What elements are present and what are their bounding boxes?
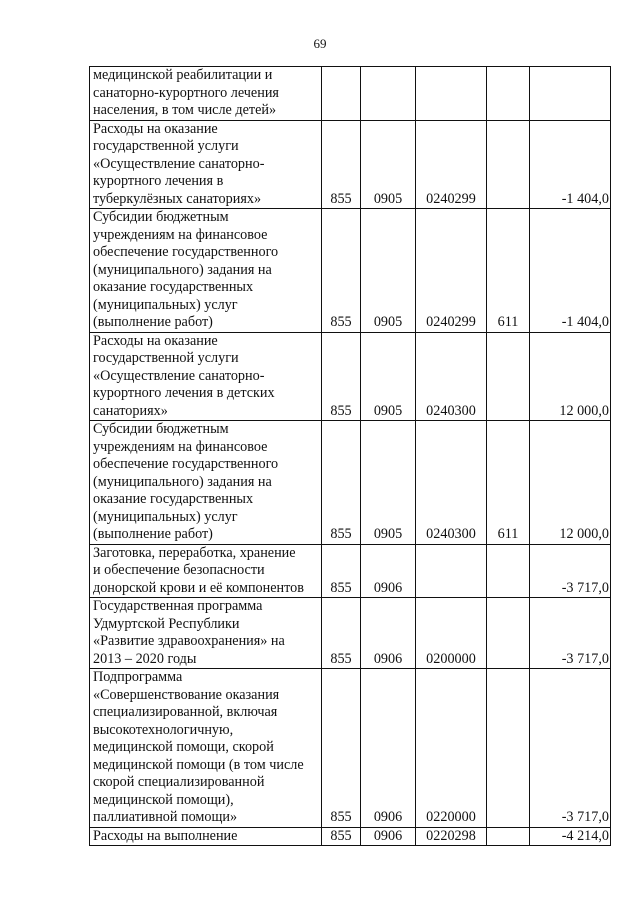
expense-type-code — [487, 544, 530, 598]
target-item-code: 0240299 — [416, 120, 487, 209]
section-code: 0906 — [361, 598, 416, 669]
expense-type-code — [487, 827, 530, 846]
department-code — [322, 67, 361, 121]
table-row — [90, 669, 611, 828]
section-code: 0906 — [361, 827, 416, 846]
table-row — [90, 598, 611, 669]
row-name: Расходы на оказание государственной услуги «Осуществление санаторно- курортного лечения в детских санаториях» — [90, 332, 322, 421]
target-item-code: 0200000 — [416, 598, 487, 669]
expense-type-code: 611 — [487, 209, 530, 333]
section-code: 0905 — [361, 332, 416, 421]
section-code: 0906 — [361, 544, 416, 598]
section-code: 0906 — [361, 669, 416, 828]
department-code: 855 — [322, 827, 361, 846]
amount: -1 404,0 — [530, 209, 611, 333]
row-name: медицинской реабилитации и санаторно-курортного лечения населения, в том числе детей» — [90, 67, 322, 121]
row-name: Субсидии бюджетным учреждениям на финансовое обеспечение государственного (муниципального) задания на оказание государственных (муниципальных) услуг (выполнение работ) — [90, 209, 322, 333]
department-code: 855 — [322, 598, 361, 669]
budget-table — [89, 66, 611, 846]
department-code: 855 — [322, 421, 361, 545]
expense-type-code — [487, 669, 530, 828]
row-name: Расходы на выполнение — [90, 827, 322, 846]
row-name: Подпрограмма «Совершенствование оказания специализированной, включая высокотехнологичную, медицинской помощи, скорой медицинской помощи (в том числе скорой специализированной медицинской помощи), паллиативной помощи» — [90, 669, 322, 828]
department-code: 855 — [322, 544, 361, 598]
table-row — [90, 827, 611, 846]
expense-type-code — [487, 120, 530, 209]
section-code: 0905 — [361, 120, 416, 209]
table-row — [90, 209, 611, 333]
expense-type-code: 611 — [487, 421, 530, 545]
amount: -3 717,0 — [530, 598, 611, 669]
department-code: 855 — [322, 332, 361, 421]
amount: 12 000,0 — [530, 421, 611, 545]
target-item-code: 0220298 — [416, 827, 487, 846]
row-name: Расходы на оказание государственной услуги «Осуществление санаторно- курортного лечения в туберкулёзных санаториях» — [90, 120, 322, 209]
amount: 12 000,0 — [530, 332, 611, 421]
amount: -3 717,0 — [530, 544, 611, 598]
department-code: 855 — [322, 669, 361, 828]
section-code: 0905 — [361, 421, 416, 545]
row-name: Заготовка, переработка, хранение и обеспечение безопасности донорской крови и её компонентов — [90, 544, 322, 598]
table-row — [90, 544, 611, 598]
table-row — [90, 421, 611, 545]
row-name: Субсидии бюджетным учреждениям на финансовое обеспечение государственного (муниципального) задания на оказание государственных (муниципальных) услуг (выполнение работ) — [90, 421, 322, 545]
table-row — [90, 120, 611, 209]
page-number: 69 — [313, 36, 327, 51]
target-item-code: 0240300 — [416, 332, 487, 421]
expense-type-code — [487, 332, 530, 421]
target-item-code — [416, 544, 487, 598]
amount — [530, 67, 611, 121]
table-row — [90, 332, 611, 421]
expense-type-code — [487, 67, 530, 121]
table-row — [90, 67, 611, 121]
target-item-code: 0220000 — [416, 669, 487, 828]
amount: -4 214,0 — [530, 827, 611, 846]
section-code: 0905 — [361, 209, 416, 333]
section-code — [361, 67, 416, 121]
target-item-code — [416, 67, 487, 121]
amount: -1 404,0 — [530, 120, 611, 209]
target-item-code: 0240300 — [416, 421, 487, 545]
amount: -3 717,0 — [530, 669, 611, 828]
expense-type-code — [487, 598, 530, 669]
department-code: 855 — [322, 120, 361, 209]
department-code: 855 — [322, 209, 361, 333]
row-name: Государственная программа Удмуртской Республики «Развитие здравоохранения» на 2013 – 2020 годы — [90, 598, 322, 669]
target-item-code: 0240299 — [416, 209, 487, 333]
